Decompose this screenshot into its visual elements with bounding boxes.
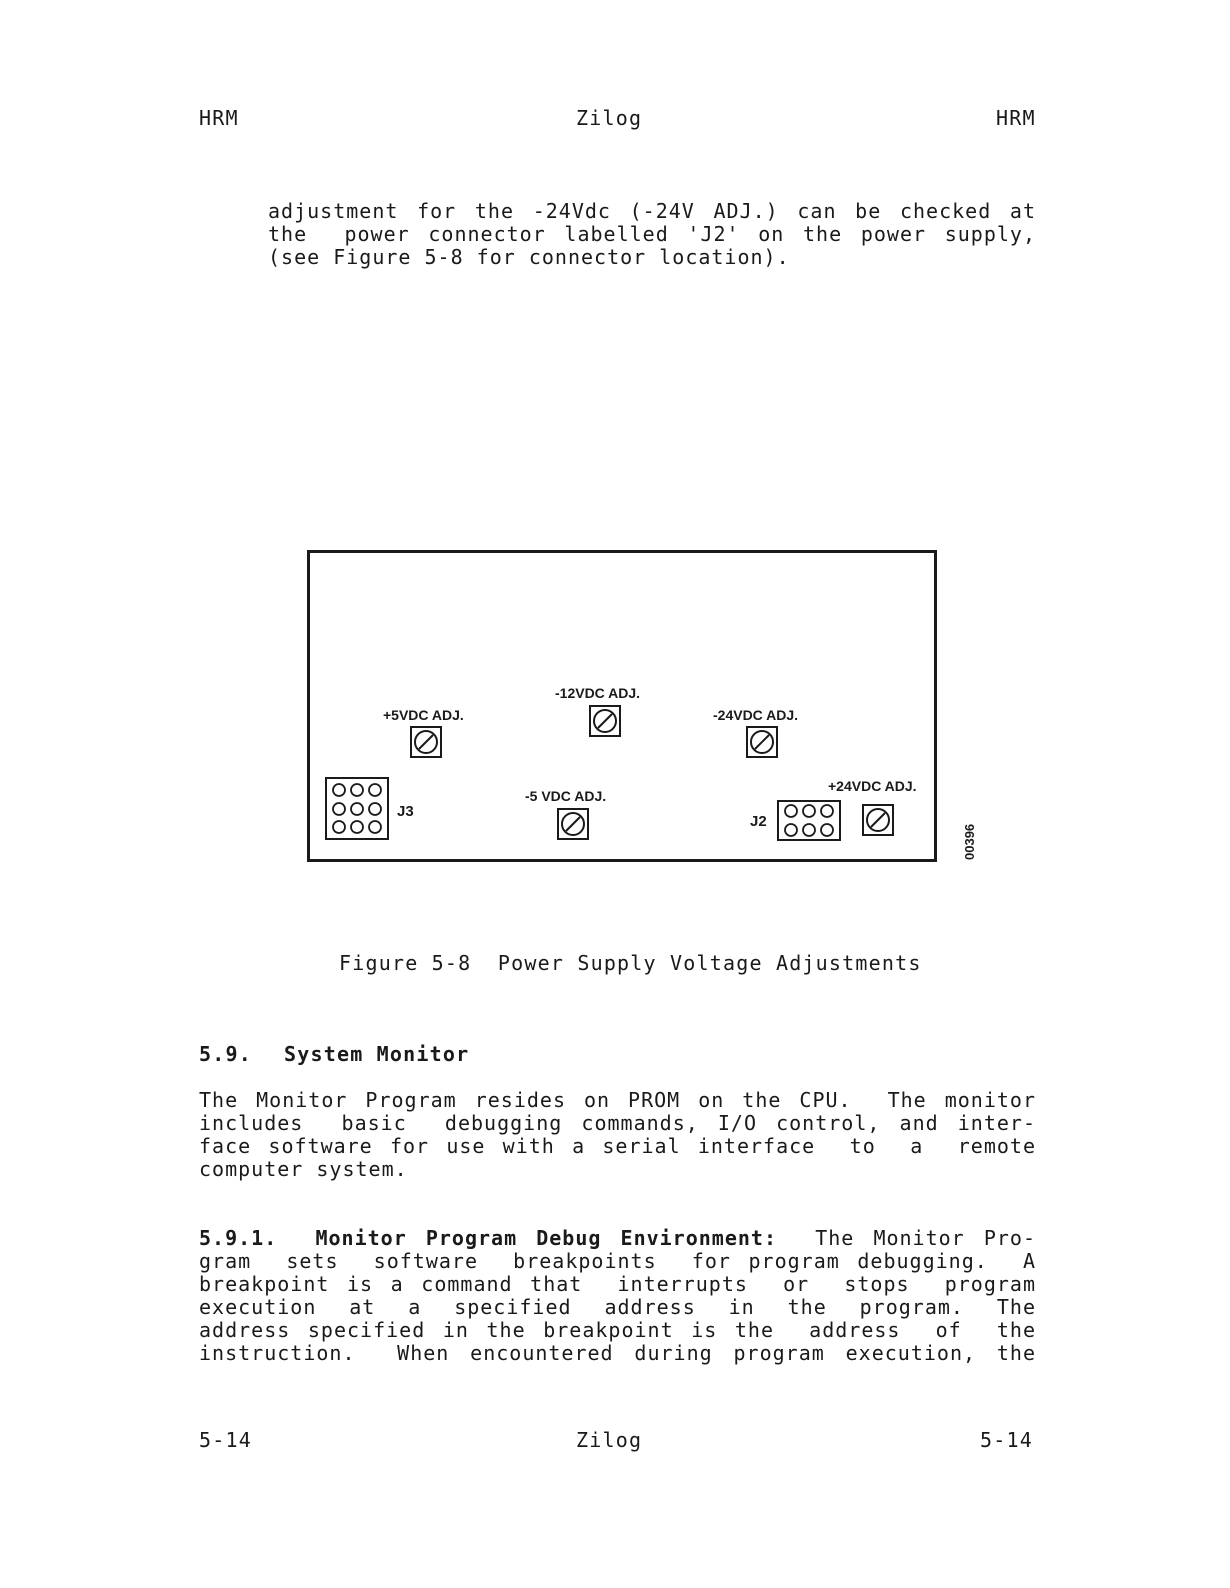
minus24vdc-adj-label: -24VDC ADJ. (713, 707, 799, 723)
subsection-paragraph (199, 1227, 1036, 1365)
intro-paragraph (268, 200, 1036, 269)
subsection-line: instruction. When encountered during program execution, the (199, 1341, 1036, 1365)
section-number: 5.9. (199, 1042, 252, 1066)
intro-line: (see Figure 5-8 for connector location). (268, 245, 790, 269)
header-left: HRM (199, 106, 239, 130)
section-line: computer system. (199, 1157, 408, 1181)
section-line: The Monitor Program resides on PROM on the CPU. The monitor (199, 1088, 1036, 1112)
subsection-title: Monitor Program Debug Environment: (315, 1226, 778, 1250)
header-center: Zilog (576, 106, 643, 130)
section-paragraph (199, 1089, 1036, 1181)
minus5vdc-adj-label: -5 VDC ADJ. (525, 788, 607, 804)
footer-left: 5-14 (199, 1428, 252, 1452)
subsection-line: gram sets software breakpoints for program debugging. A (199, 1249, 1036, 1273)
subsection-line: address specified in the breakpoint is the address of the (199, 1318, 1036, 1342)
section-line: face software for use with a serial interface to a remote (199, 1134, 1036, 1158)
intro-line: the power connector labelled 'J2' on the power supply, (268, 222, 1036, 246)
subsection-first-line-rest: The Monitor Pro- (815, 1226, 1036, 1250)
minus12vdc-adj-pot-icon (590, 706, 620, 736)
minus24vdc-adj-pot-icon (747, 727, 777, 757)
j3-connector-icon (326, 778, 388, 839)
plus5vdc-adj-label: +5VDC ADJ. (383, 707, 464, 723)
j3-label: J3 (397, 803, 414, 820)
figure-caption: Figure 5-8 Power Supply Voltage Adjustments (339, 951, 922, 975)
subsection-number: 5.9.1. (199, 1226, 278, 1250)
footer-right: 5-14 (980, 1428, 1033, 1452)
section-line: includes basic debugging commands, I/O control, and inter- (199, 1111, 1036, 1135)
intro-line: adjustment for the -24Vdc (-24V ADJ.) can be checked at (268, 199, 1036, 223)
minus12vdc-adj-label: -12VDC ADJ. (555, 685, 641, 701)
section-title: System Monitor (284, 1042, 470, 1066)
power-supply-diagram (307, 550, 937, 863)
minus5vdc-adj-pot-icon (558, 809, 588, 839)
footer-center: Zilog (576, 1428, 643, 1452)
plus5vdc-adj-pot-icon (411, 727, 441, 757)
j2-label: J2 (750, 813, 767, 830)
header-right: HRM (996, 106, 1036, 130)
subsection-first-line (199, 1227, 1036, 1250)
subsection-line: execution at a specified address in the program. The (199, 1295, 1036, 1319)
j2-connector-icon (778, 801, 840, 840)
plus24vdc-adj-label: +24VDC ADJ. (828, 778, 917, 794)
figure-code: 00396 (962, 823, 977, 860)
plus24vdc-adj-pot-icon (863, 805, 893, 835)
subsection-line: breakpoint is a command that interrupts or stops program (199, 1272, 1036, 1296)
